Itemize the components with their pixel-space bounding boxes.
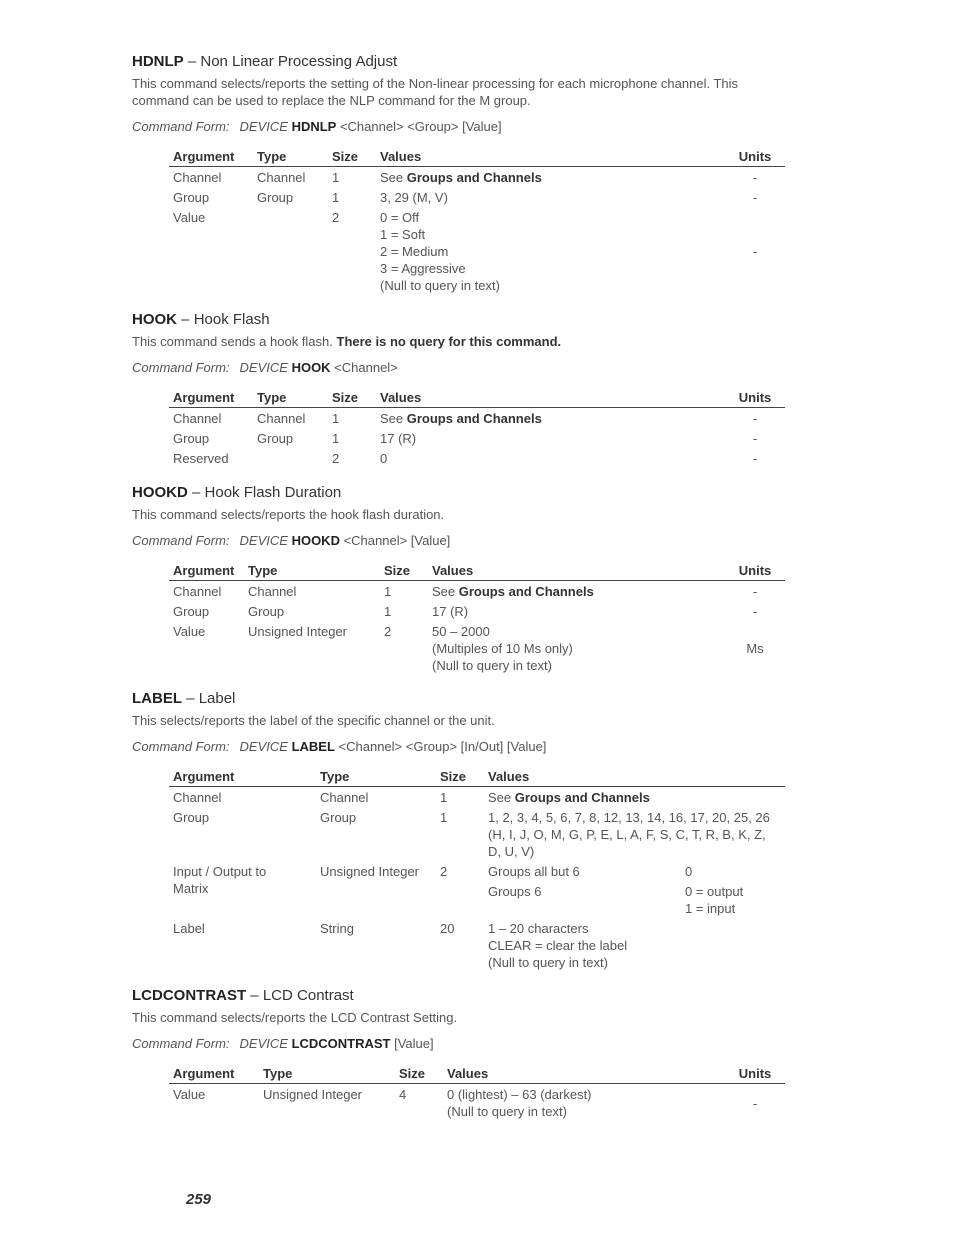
table-header: Argument Type Size Values Units bbox=[169, 149, 785, 167]
command-form: Command Form: DEVICE HDNLP <Channel> <Group> [Value] bbox=[132, 119, 502, 134]
table-row: Group Group 1 1, 2, 3, 4, 5, 6, 7, 8, 12, 13, 14, 16, 17, 20, 25, 26 (H, I, J, O, M, G, P, E, L, A, F, S, C, T, R, B, K, Z, D, U, V) bbox=[173, 810, 770, 859]
table-row: Label String 20 1 – 20 characters CLEAR = clear the label (Null to query in text) bbox=[173, 921, 628, 970]
section-label bbox=[132, 690, 792, 972]
section-description: This command selects/reports the LCD Contrast Setting. bbox=[132, 1010, 458, 1025]
argument-table bbox=[169, 149, 785, 295]
command-form: Command Form: DEVICE LABEL <Channel> <Group> [In/Out] [Value] bbox=[132, 739, 547, 754]
argument-table bbox=[169, 769, 785, 972]
table-header: Argument Type Size Values Units bbox=[169, 1066, 785, 1084]
section-lcdcontrast bbox=[132, 987, 792, 1121]
section-description: This command selects/reports the hook flash duration. bbox=[132, 507, 445, 522]
section-description: This selects/reports the label of the specific channel or the unit. bbox=[132, 713, 495, 728]
table-row: Value Unsigned Integer 2 50 – 2000 (Multiples of 10 Ms only) (Null to query in text) Ms bbox=[173, 624, 764, 673]
command-form: Command Form: DEVICE HOOKD <Channel> [Value] bbox=[132, 533, 451, 548]
section-description: This command selects/reports the setting of the Non-linear processing for each microphone channel. This command can be used to replace the NLP command for the M group. bbox=[132, 76, 739, 108]
section-title: LABEL – Label bbox=[132, 690, 236, 707]
section-hdnlp bbox=[132, 53, 792, 295]
table-row: Group Group 1 3, 29 (M, V) - bbox=[173, 190, 758, 205]
argument-table bbox=[169, 1066, 785, 1121]
section-hook bbox=[132, 311, 792, 468]
argument-table bbox=[169, 390, 785, 468]
section-title: LCDCONTRAST – LCD Contrast bbox=[132, 987, 354, 1004]
argument-table bbox=[169, 563, 785, 675]
section-hookd bbox=[132, 484, 792, 675]
section-title: HDNLP – Non Linear Processing Adjust bbox=[132, 53, 398, 70]
command-form: Command Form: DEVICE HOOK <Channel> bbox=[132, 360, 398, 375]
section-title: HOOKD – Hook Flash Duration bbox=[132, 484, 342, 501]
table-row: Reserved 2 0 - bbox=[173, 451, 758, 466]
table-header: Argument Type Size Values Units bbox=[169, 390, 785, 408]
table-row: Group Group 1 17 (R) - bbox=[173, 431, 758, 446]
table-row: Channel Channel 1 See Groups and Channels - bbox=[173, 411, 758, 426]
command-form: Command Form: DEVICE LCDCONTRAST [Value] bbox=[132, 1036, 434, 1051]
table-row: Group Group 1 17 (R) - bbox=[173, 604, 758, 619]
table-row: Channel Channel 1 See Groups and Channels - bbox=[173, 584, 758, 599]
table-row: Input / Output to Matrix Unsigned Integer 2 Groups all but 6 Groups 6 0 0 = output 1 = input bbox=[173, 864, 744, 916]
section-description: This command sends a hook flash. There is no query for this command. bbox=[132, 334, 562, 349]
table-row: Value 2 0 = Off 1 = Soft 2 = Medium 3 = Aggressive (Null to query in text) - bbox=[173, 210, 758, 293]
page-number: 259 bbox=[186, 1191, 212, 1208]
table-row: Channel Channel 1 See Groups and Channels bbox=[173, 790, 650, 805]
table-header: Argument Type Size Values bbox=[169, 769, 785, 787]
section-title: HOOK – Hook Flash bbox=[132, 311, 270, 328]
table-row: Channel Channel 1 See Groups and Channels - bbox=[173, 170, 758, 185]
table-row: Value Unsigned Integer 4 0 (lightest) – 63 (darkest) (Null to query in text) - bbox=[173, 1087, 758, 1119]
table-header: Argument Type Size Values Units bbox=[169, 563, 785, 581]
